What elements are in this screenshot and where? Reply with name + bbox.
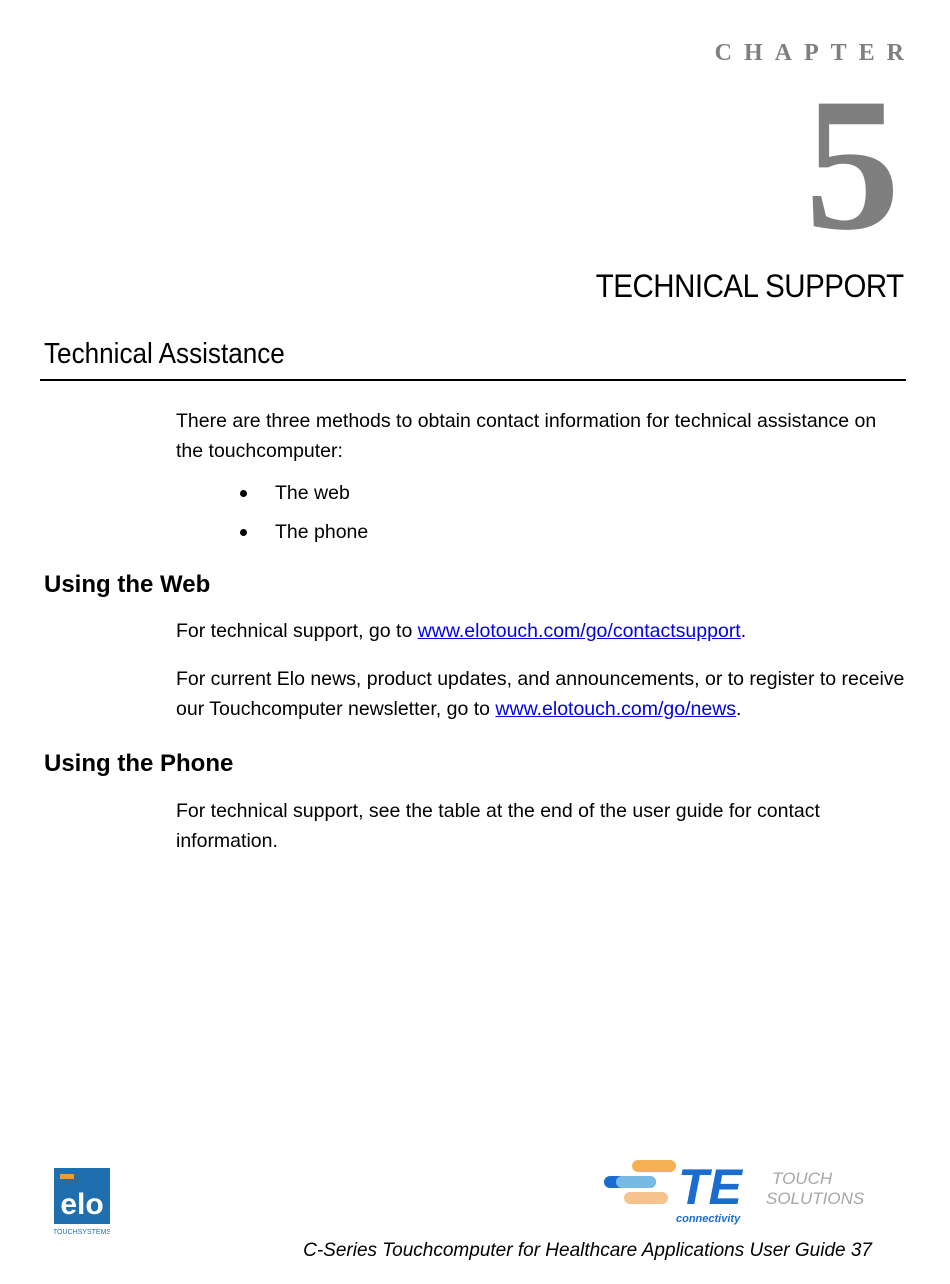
footer-text: C-Series Touchcomputer for Healthcare Applications User Guide 37 <box>303 1240 872 1261</box>
touch-text: TOUCH <box>772 1169 833 1188</box>
chapter-label: CHAPTER <box>714 40 916 66</box>
section-title: Technical Assistance <box>44 338 285 370</box>
contactsupport-link[interactable]: www.elotouch.com/go/contactsupport <box>417 620 741 642</box>
solutions-text: SOLUTIONS <box>766 1189 865 1208</box>
list-item-text: The web <box>275 482 350 504</box>
news-link[interactable]: www.elotouch.com/go/news <box>495 698 737 720</box>
elo-logo-subtext: TOUCHSYSTEMS <box>54 1229 110 1236</box>
web-paragraph-1 <box>176 616 906 646</box>
bullet-icon <box>240 529 247 536</box>
chapter-number: 5 <box>805 60 900 270</box>
te-logo-subtext: connectivity <box>676 1213 741 1225</box>
te-connectivity-logo <box>602 1156 872 1233</box>
intro-paragraph: There are three methods to obtain contact information for technical assistance on the touchcomputer: <box>176 410 877 462</box>
bullet-icon <box>240 490 247 497</box>
te-logo-text: TE <box>678 1159 742 1215</box>
elo-logo-text: elo <box>60 1188 104 1221</box>
section-divider <box>40 379 906 381</box>
web-heading: Using the Web <box>44 571 211 598</box>
web-p1-suffix: . <box>740 620 747 642</box>
chapter-title: TECHNICAL SUPPORT <box>596 268 904 304</box>
web-p2-text: For current Elo news, product updates, and announcements, or to register to receive our Touchcomputer newsletter, go to <box>176 668 905 720</box>
web-p1-text: For technical support, go to <box>176 620 418 642</box>
web-p2-suffix: . <box>736 698 742 720</box>
phone-heading: Using the Phone <box>44 750 234 777</box>
list-item-text: The phone <box>275 521 369 543</box>
elo-logo <box>54 1168 110 1241</box>
phone-paragraph: For technical support, see the table at the end of the user guide for contact information. <box>176 800 820 852</box>
web-paragraph-2 <box>176 664 906 724</box>
